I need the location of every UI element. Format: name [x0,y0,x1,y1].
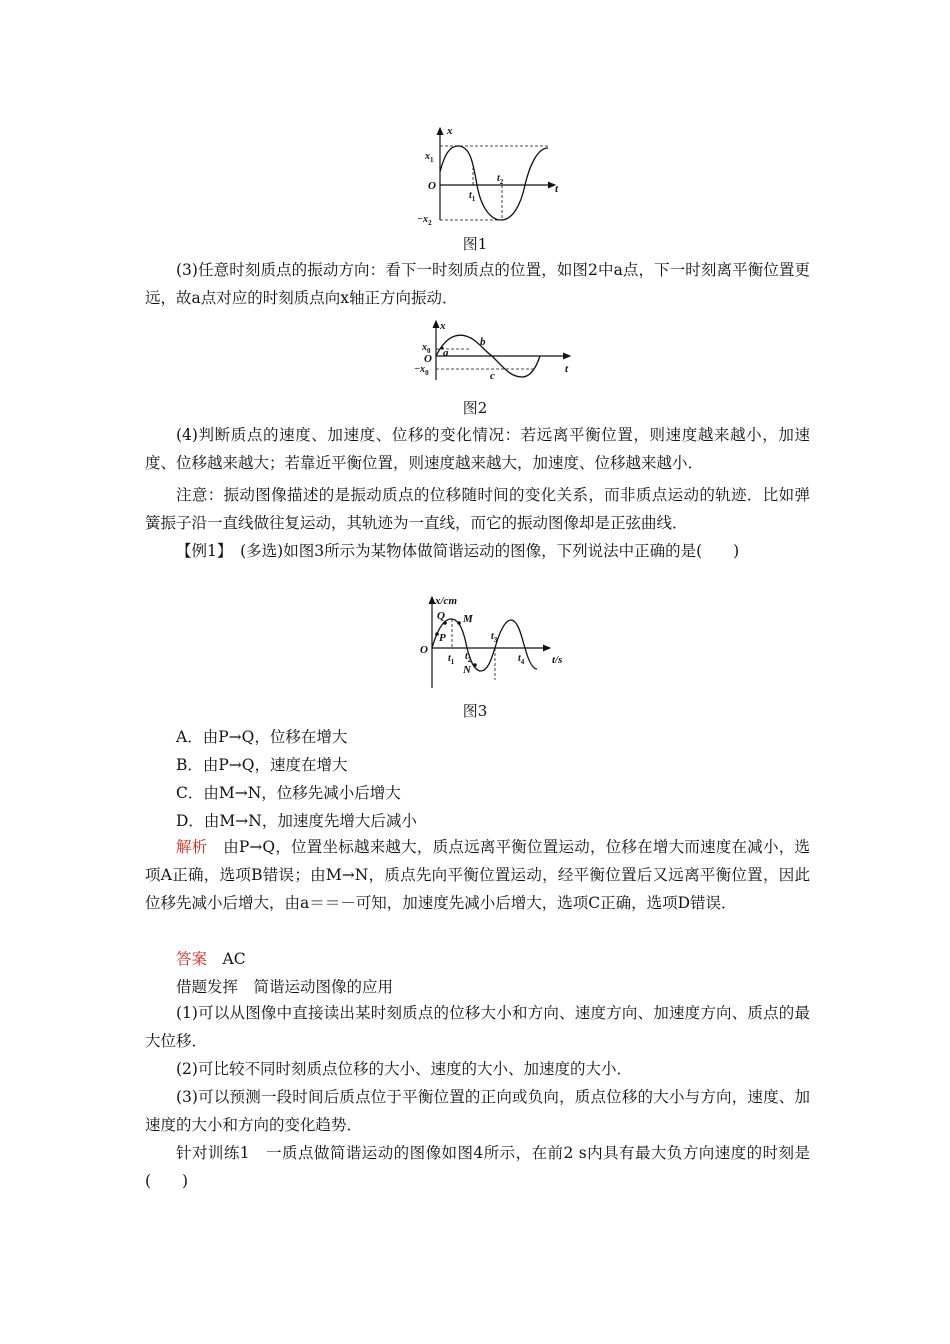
answer-label: 答案 [176,950,208,968]
answer-text: AC [207,950,246,968]
tips-item-3: (3)可以预测一段时间后质点位于平衡位置的正向或负向，质点位移的大小与方向，速度、加速度的大小和方向的变化趋势． [145,1088,810,1134]
point-M [457,621,461,625]
point-label-c: c [490,370,495,382]
axis-label-x: x [447,125,453,137]
point-label-b: b [480,336,486,348]
vibration-curve [440,146,548,220]
option-c: C．由M→N，位移先减小后增大 [176,784,401,802]
analysis-text: 由P→Q，位置坐标越来越大，质点远离平衡位置运动，位移在增大而速度在减小，选项A正确，选项B错误；由M→N，质点先向平衡位置运动，经平衡位置后又远离平衡位置，因此位移先减小后增大，由a＝＝－可知，加速度先减小后增大，选项C正确，选项D错误． [145,838,810,912]
tick-label-t1: $t_1$ [448,653,455,666]
origin-label: O [420,644,428,656]
axis-label-x: x [440,320,446,332]
analysis-label: 解析 [176,838,208,856]
paragraph-3: (3)任意时刻质点的振动方向：看下一时刻质点的位置，如图2中a点，下一时刻离平衡位置更远，故a点对应的时刻质点向x轴正方向振动． [145,261,810,307]
training-1-question: 针对训练1 一质点做简谐运动的图像如图4所示，在前2 s内具有最大负方向速度的时刻是( ) [145,1144,810,1190]
point-label-M: M [463,613,473,625]
tick-label-negx2: $-x_2$ [417,214,432,227]
note-paragraph: 注意：振动图像描述的是振动质点的位移随时间的变化关系，而非质点运动的轨迹．比如弹簧振子沿一直线做往复运动，其轨迹为一直线，而它的振动图像却是正弦曲线． [145,486,810,532]
figure-2 [410,318,580,388]
option-d: D．由M→N，加速度先增大后减小 [176,812,417,830]
tips-title: 借题发挥 简谐运动图像的应用 [176,978,394,996]
paragraph-4: (4)判断质点的速度、加速度、位移的变化情况：若远离平衡位置，则速度越来越小，加速度、位移越来越大；若靠近平衡位置，则速度越来越大，加速度、位移越来越小． [145,426,810,472]
figure-2-caption: 图2 [462,399,488,417]
figure-1-caption: 图1 [462,235,488,253]
figure-3-caption: 图3 [462,702,488,720]
point-N [473,663,477,667]
figure-1 [415,122,575,227]
tick-label-t2: $t_2$ [465,651,472,664]
tick-label-t3: $t_3$ [491,631,498,644]
tick-label-t2: $t_2$ [497,173,504,186]
tips-item-2: (2)可比较不同时刻质点位移的大小、速度的大小、加速度的大小． [176,1060,632,1078]
option-a: A．由P→Q，位移在增大 [176,728,348,746]
axis-label-t: t/s [552,654,563,666]
figure-3 [415,593,575,691]
axis-label-x: x/cm [435,595,457,607]
option-b: B．由P→Q，速度在增大 [176,756,348,774]
point-label-Q: Q [437,610,445,622]
origin-label: O [424,353,432,365]
tick-label-t1: $t_1$ [469,190,476,203]
tick-label-x1: $x_1$ [425,151,434,164]
point-label-P: P [439,632,446,644]
example-1-question: 【例1】 (多选)如图3所示为某物体做简谐运动的图像，下列说法中正确的是( ) [176,542,740,560]
origin-label: O [428,180,436,192]
figure-1-graph [415,122,575,227]
answer-line [176,945,246,973]
tick-label-x0: $x_0$ [422,342,431,355]
figure-2-graph [410,318,580,388]
tick-label-negx0: $-x_0$ [414,364,429,377]
axis-label-t: t [565,363,569,375]
tick-label-t4: $t_4$ [518,653,525,666]
point-label-a: a [443,347,449,359]
figure-3-graph [415,593,575,691]
point-label-N: N [463,664,471,676]
analysis-paragraph [145,833,810,917]
axis-label-t: t [555,183,559,195]
tips-item-1: (1)可以从图像中直接读出某时刻质点的位移大小和方向、速度方向、加速度方向、质点的最大位移． [145,1004,810,1050]
